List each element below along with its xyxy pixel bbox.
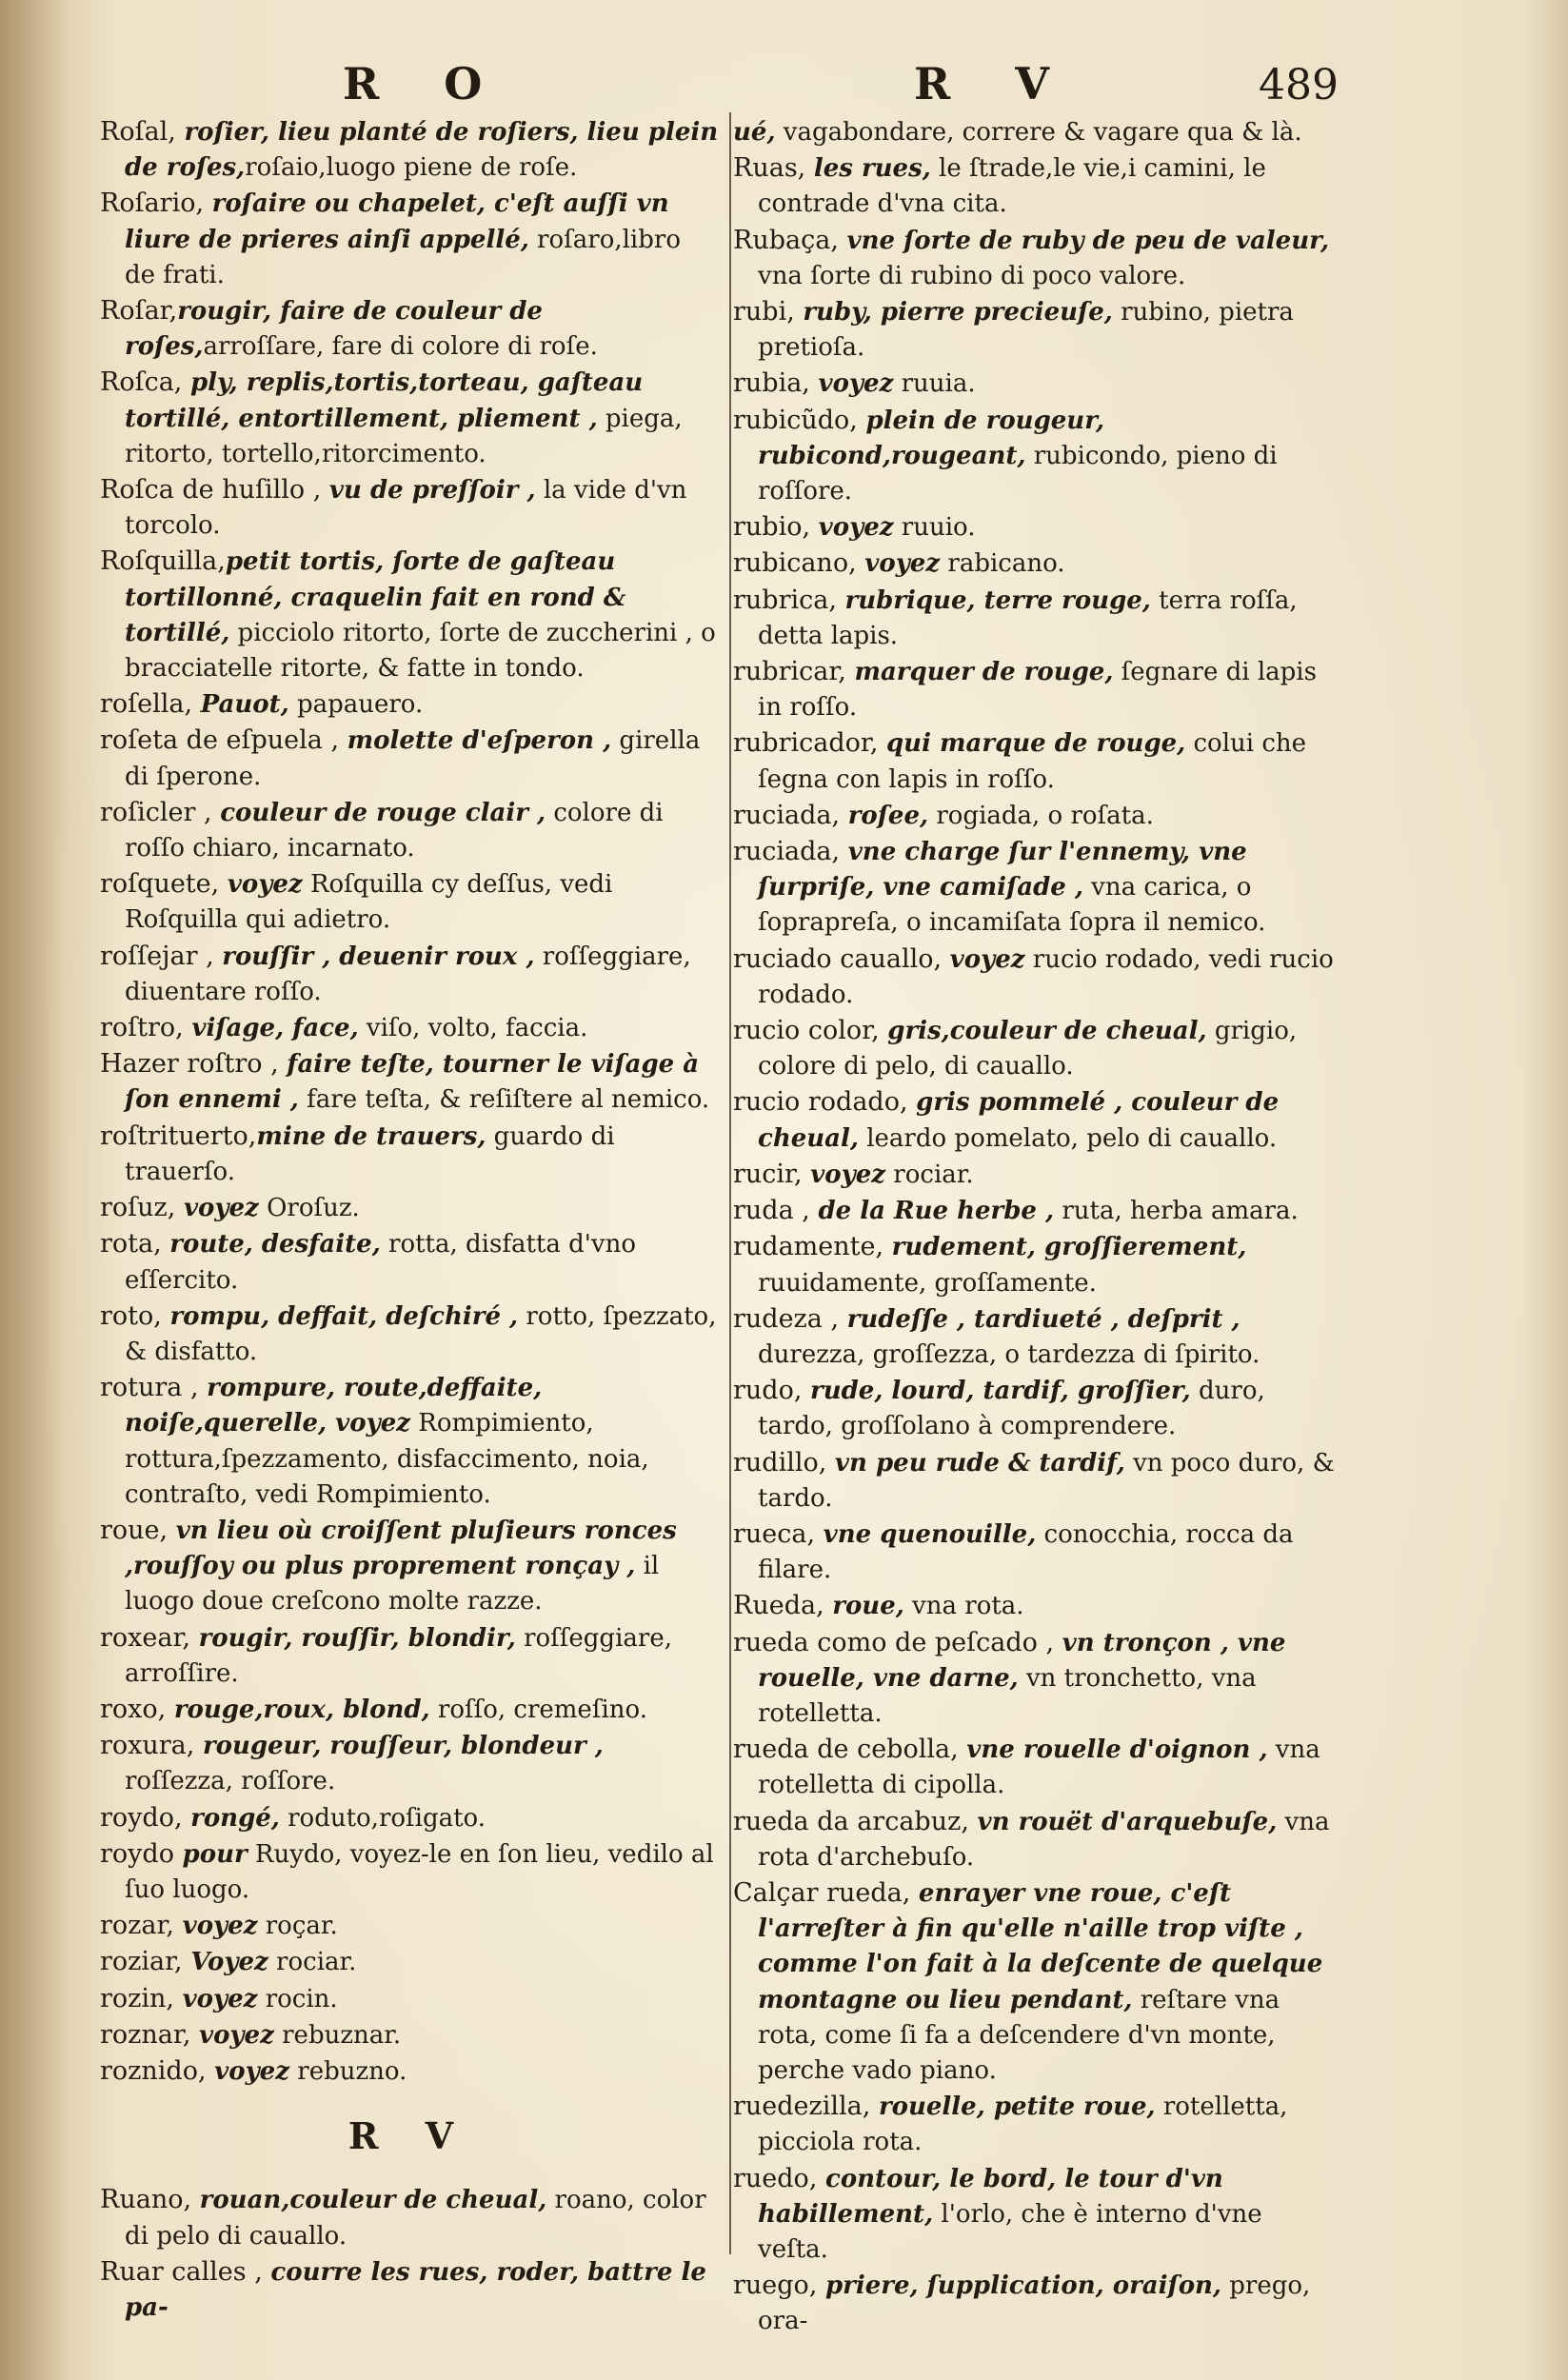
headword: rudo,	[733, 1376, 810, 1406]
italian-gloss: rotta, disfatta d'vno eſſercito.	[125, 1230, 637, 1295]
headword: roſquete,	[100, 869, 228, 900]
italian-gloss: Roſquilla cy deſſus, vedi Roſquilla qui adietro.	[125, 870, 613, 935]
headword: Roſal,	[100, 117, 185, 147]
headword: rubia,	[733, 368, 819, 399]
dictionary-entry	[733, 2161, 1338, 2269]
french-gloss: contour, le bord, le tour d'vn habillement,	[758, 2164, 1223, 2229]
headword: Roſario,	[100, 188, 212, 219]
headword: Hazer roſtro ,	[100, 1049, 288, 1080]
french-gloss: rougeur, rouſſeur, blondeur ,	[202, 1732, 604, 1761]
italian-gloss: il luogo doue creſcono molte razze.	[125, 1552, 660, 1616]
dictionary-entry	[733, 509, 1338, 545]
dictionary-entry	[733, 223, 1338, 294]
headword: roſtrituerto,	[100, 1121, 257, 1151]
french-gloss: vne quenouille,	[823, 1519, 1037, 1549]
dictionary-entry	[733, 1804, 1338, 1875]
dictionary-entry	[100, 1046, 719, 1118]
french-gloss: vne charge ſur l'ennemy, vne ſurpriſe, vne camiſade ,	[758, 838, 1247, 902]
italian-gloss: reſtare vna rota, come ſi fa a deſcendere d'vn monte, perche vado piano.	[758, 1985, 1280, 2085]
italian-gloss: roſſo, cremeſino.	[429, 1695, 647, 1724]
headword: roxear,	[100, 1622, 199, 1653]
headword: ruedezilla,	[733, 2092, 879, 2122]
italian-gloss: rubicondo, pieno di roſſore.	[758, 441, 1278, 506]
dictionary-entry	[733, 1732, 1338, 1803]
french-gloss: Pauot,	[200, 690, 289, 720]
dictionary-entry	[733, 1229, 1338, 1300]
italian-gloss: colore di roſſo chiaro, incarnato.	[125, 798, 664, 863]
dictionary-entry	[733, 114, 1338, 150]
dictionary-entry	[100, 1981, 719, 2017]
italian-gloss: duro, tardo, groſſolano à comprendere.	[758, 1377, 1265, 1441]
french-gloss: vn tronçon , vne rouelle, vne darne,	[758, 1628, 1286, 1693]
headword: rudamente,	[733, 1232, 892, 1262]
french-gloss: petit tortis, ſorte de gaſteau tortillonné, craquelin fait en rond & tortillé,	[125, 547, 626, 647]
french-gloss: voyez	[198, 2020, 274, 2050]
french-gloss: rouſſir , deuenir roux ,	[222, 942, 535, 971]
dictionary-entry	[100, 1010, 719, 1046]
french-gloss: vne rouelle d'oignon ,	[966, 1735, 1268, 1765]
french-gloss: vn peu rude & tardif,	[834, 1448, 1125, 1478]
french-gloss: pour	[182, 1839, 248, 1869]
headword: rubio,	[733, 512, 819, 543]
italian-gloss: Oroſuz.	[258, 1194, 360, 1223]
french-gloss: voyez	[214, 2056, 289, 2086]
french-gloss: rubrique, terre rouge,	[844, 585, 1151, 615]
dictionary-entry	[733, 834, 1338, 942]
italian-gloss: ruuidamente, groſſamente.	[758, 1268, 1097, 1298]
headword: ruda ,	[733, 1196, 819, 1226]
headword: rudillo,	[733, 1447, 835, 1478]
french-gloss: rompure, route,deffaite, noiſe,querelle, voyez	[125, 1374, 543, 1438]
italian-gloss: arroſſare, fare di colore di roſe.	[203, 332, 598, 362]
dictionary-entry	[100, 1692, 719, 1728]
section-heading: R V	[347, 2114, 471, 2158]
headword: ruciado cauallo,	[733, 943, 950, 974]
headword: rotura ,	[100, 1373, 208, 1403]
french-gloss: voyez	[183, 1194, 259, 1223]
dictionary-entry	[100, 795, 719, 866]
headword: rueda como de peſcado ,	[733, 1627, 1062, 1657]
headword: Rubaça,	[733, 225, 847, 255]
french-gloss: viſage, face,	[191, 1014, 359, 1043]
french-gloss: courre les rues, roder, battre le pa-	[125, 2257, 706, 2322]
dictionary-entry	[100, 114, 719, 186]
italian-gloss: roduto,roſigato.	[279, 1803, 486, 1833]
dictionary-entry	[733, 1084, 1338, 1156]
french-gloss: marquer de rouge,	[854, 658, 1114, 687]
dictionary-entry	[733, 1193, 1338, 1229]
italian-gloss: rabicano.	[940, 549, 1065, 579]
headword: roznar,	[100, 2019, 199, 2050]
dictionary-entry	[100, 686, 719, 723]
dictionary-entry	[733, 1301, 1338, 1373]
french-gloss: rouan,couleur de cheual,	[199, 2186, 547, 2215]
french-gloss: rudement, groſſierement,	[891, 1233, 1247, 1262]
dictionary-entry	[733, 725, 1338, 797]
headword: rudeza ,	[733, 1303, 847, 1334]
italian-gloss: viſo, volto, faccia.	[358, 1014, 588, 1043]
french-gloss: plein de rougeur, rubicond,rougeant,	[758, 406, 1105, 470]
french-gloss: enrayer vne roue, c'eſt l'arreſter à fin qu'elle n'aille trop viſte , comme l'on fait à la deſcente de quelque montagne ou lieu pendant,	[758, 1878, 1323, 2014]
dictionary-entry	[100, 1836, 719, 1908]
italian-gloss: terra roſſa, detta lapis.	[758, 585, 1298, 650]
headword: Ruano,	[100, 2185, 200, 2215]
dictionary-entry	[733, 150, 1338, 222]
dictionary-entry	[100, 1299, 719, 1370]
french-gloss: rouelle, petite roue,	[878, 2092, 1156, 2122]
french-gloss: couleur de rouge clair ,	[220, 798, 546, 827]
headword: roxo,	[100, 1694, 174, 1724]
headword: rubrica,	[733, 585, 845, 615]
headword: ruedo,	[733, 2163, 825, 2193]
headword: rozar,	[100, 1911, 183, 1941]
italian-gloss: ſegnare di lapis in roſſo.	[758, 658, 1317, 723]
dictionary-entry	[733, 2089, 1338, 2160]
italian-gloss: ruuio.	[893, 513, 976, 543]
headword: ruciada,	[733, 800, 848, 830]
french-gloss: voyez	[810, 1160, 886, 1189]
dictionary-entry	[100, 1800, 719, 1836]
headword: roue,	[100, 1515, 176, 1545]
dictionary-entry	[733, 545, 1338, 582]
italian-gloss: ruta, herba amara.	[1054, 1197, 1299, 1226]
italian-gloss: vagabondare, correre & vagare qua & là.	[775, 118, 1302, 147]
italian-gloss: conocchia, rocca da filare.	[758, 1519, 1294, 1585]
headword: Calçar rueda,	[733, 1877, 919, 1908]
dictionary-entry	[100, 544, 719, 686]
italian-gloss: Rompimiento, rottura,ſpezzamento, disfaccimento, noia, contraſto, vedi Rompimiento.	[125, 1409, 649, 1509]
italian-gloss: papauero.	[288, 690, 424, 720]
french-gloss: rougir, rouſſir, blondir,	[198, 1623, 516, 1653]
column-divider	[729, 112, 731, 2254]
italian-gloss: colui che ſegna con lapis in roſſo.	[758, 729, 1307, 794]
headword: rucio rodado,	[733, 1087, 917, 1118]
french-gloss: voyez	[182, 1984, 258, 2013]
headword: rubicũdo,	[733, 405, 866, 435]
italian-gloss: rociar.	[885, 1160, 974, 1189]
dictionary-entry	[733, 942, 1338, 1013]
dictionary-entry	[733, 366, 1338, 402]
dictionary-entry	[733, 1157, 1338, 1193]
dictionary-entry	[100, 186, 719, 293]
page-number: 489	[1259, 61, 1339, 109]
headword: rueca,	[733, 1518, 824, 1549]
italian-gloss: girella di ſperone.	[125, 726, 701, 791]
french-gloss: molette d'eſperon ,	[347, 726, 612, 756]
dictionary-entry	[733, 654, 1338, 725]
dictionary-entry	[100, 939, 719, 1010]
french-gloss: rougir, faire de couleur de roſes,	[125, 297, 543, 362]
italian-gloss: piega, ritorto, tortello,ritorcimento.	[125, 404, 683, 468]
italian-gloss: roſaio,luogo piene de roſe.	[245, 153, 578, 183]
headword: roſtro,	[100, 1013, 192, 1043]
french-gloss: les rues,	[813, 154, 931, 184]
dictionary-entry	[733, 1588, 1338, 1624]
french-gloss: vn rouët d'arquebuſe,	[977, 1807, 1278, 1836]
italian-gloss: rubino, pietra pretioſa.	[758, 298, 1294, 363]
dictionary-entry	[733, 1875, 1338, 2089]
dictionary-entry	[733, 1445, 1338, 1517]
french-gloss: gris,couleur de cheual,	[887, 1017, 1207, 1046]
headword: roznido,	[100, 2055, 215, 2086]
italian-gloss: la vide d'vn torcolo.	[125, 476, 687, 541]
headword: roſella,	[100, 689, 201, 720]
dictionary-entry	[733, 798, 1338, 834]
french-gloss: voyez	[818, 513, 894, 543]
italian-gloss: rogiada, o roſata.	[928, 801, 1154, 830]
dictionary-entry	[100, 1119, 719, 1190]
french-gloss: ply, replis,tortis,torteau, gaſteau tortillé, entortillement, pliement ,	[125, 368, 644, 433]
italian-gloss: roſſezza, roſſore.	[125, 1767, 336, 1796]
headword: rota,	[100, 1229, 170, 1259]
headword: rozin,	[100, 1983, 183, 2013]
headword: ruego,	[733, 2271, 825, 2301]
french-gloss: ué,	[733, 118, 776, 147]
italian-gloss: vna ſorte di rubino di poco valore.	[758, 261, 1186, 290]
italian-gloss: vna carica, o ſoprapreſa, o incamiſata ſopra il nemico.	[758, 873, 1266, 938]
dictionary-entry	[100, 1944, 719, 1980]
italian-gloss: leardo pomelato, pelo di cauallo.	[858, 1123, 1278, 1153]
headword: rueda de cebolla,	[733, 1735, 967, 1765]
headword: Roſquilla,	[100, 546, 226, 577]
headword: Roſca,	[100, 367, 190, 398]
headword: Rueda,	[733, 1591, 833, 1621]
running-head-right: R V	[914, 58, 1074, 109]
entry-list-right	[733, 114, 1338, 2340]
french-gloss: priere, ſupplication, oraiſon,	[824, 2271, 1221, 2301]
headword: ruciada,	[733, 837, 848, 867]
dictionary-entry	[733, 1517, 1338, 1588]
dictionary-entry	[100, 1620, 719, 1692]
italian-gloss: rotto, ſpezzato, & disfatto.	[125, 1301, 717, 1366]
dictionary-entry	[733, 583, 1338, 654]
dictionary-entry	[733, 1373, 1338, 1444]
dictionary-entry	[100, 2017, 719, 2053]
italian-gloss: roſſeggiare, arroſſire.	[125, 1623, 672, 1688]
dictionary-entry	[100, 2053, 719, 2090]
french-gloss: vne ſorte de ruby de peu de valeur,	[846, 226, 1329, 255]
headword: roziar,	[100, 1947, 191, 1977]
french-gloss: voyez	[182, 1912, 258, 1941]
dictionary-entry	[100, 1190, 719, 1226]
italian-gloss: guardo di trauerſo.	[125, 1121, 615, 1186]
dictionary-entry	[733, 1625, 1338, 1733]
dictionary-entry	[100, 1370, 719, 1513]
headword: rucir,	[733, 1159, 811, 1189]
italian-gloss: fare teſta, & reſiſtere al nemico.	[298, 1085, 710, 1115]
italian-gloss: roçar.	[257, 1912, 338, 1941]
italian-gloss: rocin.	[257, 1984, 338, 2013]
italian-gloss: prego, ora-	[758, 2271, 1311, 2336]
french-gloss: rude, lourd, tardif, groſſier,	[810, 1377, 1191, 1406]
italian-gloss: roano, color di pelo di cauallo.	[125, 2186, 706, 2251]
italian-gloss: picciolo ritorto, ſorte de zuccherini , o bracciatelle ritorte, & fatte in tondo.	[125, 618, 716, 684]
headword: roſicler ,	[100, 797, 221, 827]
dictionary-entry	[100, 2254, 719, 2326]
italian-gloss: Ruydo, voyez-le en ſon lieu, vedilo al ſuo luogo.	[125, 1839, 714, 1904]
headword: roto,	[100, 1300, 170, 1331]
italian-gloss: vna rota.	[903, 1592, 1024, 1621]
headword: Roſca de huſillo ,	[100, 475, 329, 506]
french-gloss: roue,	[832, 1592, 904, 1621]
dictionary-entry	[100, 1226, 719, 1298]
french-gloss: vn lieu où croiſſent pluſieurs ronces ,rouſſoy ou plus proprement ronçay ,	[125, 1516, 677, 1581]
french-gloss: voyez	[949, 944, 1025, 974]
headword: rubricar,	[733, 657, 855, 687]
french-gloss: roſee,	[847, 801, 929, 830]
french-gloss: mine de trauers,	[256, 1121, 486, 1151]
italian-gloss: rebuznar.	[273, 2020, 402, 2050]
headword: roxura,	[100, 1731, 203, 1761]
headword: roydo	[100, 1838, 183, 1869]
french-gloss: voyez	[227, 870, 303, 900]
french-gloss: rompu, deffait, deſchiré ,	[169, 1301, 519, 1331]
right-column	[733, 114, 1338, 2340]
headword: rueda da arcabuz,	[733, 1806, 978, 1836]
dictionary-entry	[733, 2268, 1338, 2339]
page-gutter-shadow	[0, 0, 67, 2380]
headword: roſuz,	[100, 1193, 184, 1223]
italian-gloss: vna rotelletta di cipolla.	[758, 1735, 1320, 1800]
headword: Ruas,	[733, 153, 814, 184]
french-gloss: qui marque de rouge,	[886, 729, 1186, 759]
french-gloss: Voyez	[190, 1948, 268, 1977]
french-gloss: voyez	[864, 549, 941, 579]
italian-gloss: rebuzno.	[289, 2056, 407, 2086]
italian-gloss: rociar.	[268, 1948, 357, 1977]
italian-gloss: vn poco duro, & tardo.	[758, 1448, 1335, 1513]
dictionary-entry	[100, 365, 719, 472]
dictionary-entry	[100, 2182, 719, 2253]
italian-gloss: rotelletta, picciola rota.	[758, 2092, 1288, 2157]
headword: rubi,	[733, 297, 804, 327]
french-gloss: rouge,roux, blond,	[173, 1695, 430, 1724]
dictionary-entry	[733, 1013, 1338, 1084]
headword: roydo,	[100, 1802, 191, 1833]
headword: rubricador,	[733, 728, 886, 759]
entry-list-left-2	[100, 2182, 719, 2326]
dictionary-entry	[100, 1513, 719, 1620]
italian-gloss: roſaro,libro de frati.	[125, 225, 681, 289]
french-gloss: gris pommelé , couleur de cheual,	[758, 1088, 1280, 1153]
italian-gloss: roſſeggiare, diuentare roſſo.	[125, 942, 691, 1006]
left-column	[100, 114, 719, 2326]
headword: rubicano,	[733, 548, 865, 579]
headword: rucio color,	[733, 1016, 888, 1046]
dictionary-entry	[100, 1908, 719, 1944]
dictionary-entry	[100, 866, 719, 938]
italian-gloss: durezza, groſſezza, o tardezza di ſpirito.	[758, 1339, 1260, 1369]
headword: Ruar calles ,	[100, 2256, 271, 2287]
italian-gloss: le ſtrade,le vie,i camini, le contrade d'vna cita.	[758, 154, 1266, 219]
dictionary-entry	[100, 1728, 719, 1799]
french-gloss: faire teſte, tourner le viſage à ſon ennemi ,	[125, 1050, 700, 1115]
french-gloss: rongé,	[190, 1803, 280, 1833]
italian-gloss: l'orlo, che è interno d'vne veſta.	[758, 2199, 1262, 2264]
french-gloss: roſaire ou chapelet, c'eſt auſſi vn liure de prieres ainſi appellé,	[125, 189, 669, 254]
running-head-left: R O	[343, 58, 507, 109]
headword: roſſejar ,	[100, 941, 223, 971]
french-gloss: de la Rue herbe ,	[818, 1197, 1055, 1226]
headword: Roſar,	[100, 296, 178, 327]
french-gloss: vu de preſſoir ,	[328, 476, 536, 506]
dictionary-entry	[733, 294, 1338, 366]
french-gloss: ruby, pierre precieuſe,	[803, 298, 1113, 327]
french-gloss: rudeſſe , tardiueté , deſprit ,	[846, 1304, 1241, 1334]
italian-gloss: rucio rodado, vedi rucio rodado.	[758, 944, 1334, 1009]
headword: roſeta de eſpuela ,	[100, 725, 347, 756]
italian-gloss: ruuia.	[893, 369, 976, 399]
dictionary-entry	[733, 403, 1338, 510]
french-gloss: route, desfaite,	[169, 1230, 381, 1259]
dictionary-entry	[100, 723, 719, 794]
italian-gloss: vn tronchetto, vna rotelletta.	[758, 1663, 1257, 1728]
entry-list-left	[100, 114, 719, 2090]
italian-gloss: vna rota d'archebuſo.	[758, 1807, 1330, 1872]
french-gloss: roſier, lieu planté de roſiers, lieu plein de roſes,	[125, 118, 719, 183]
dictionary-entry	[100, 472, 719, 544]
french-gloss: voyez	[818, 369, 894, 399]
dictionary-entry	[100, 293, 719, 365]
italian-gloss: grigio, colore di pelo, di cauallo.	[758, 1017, 1298, 1081]
